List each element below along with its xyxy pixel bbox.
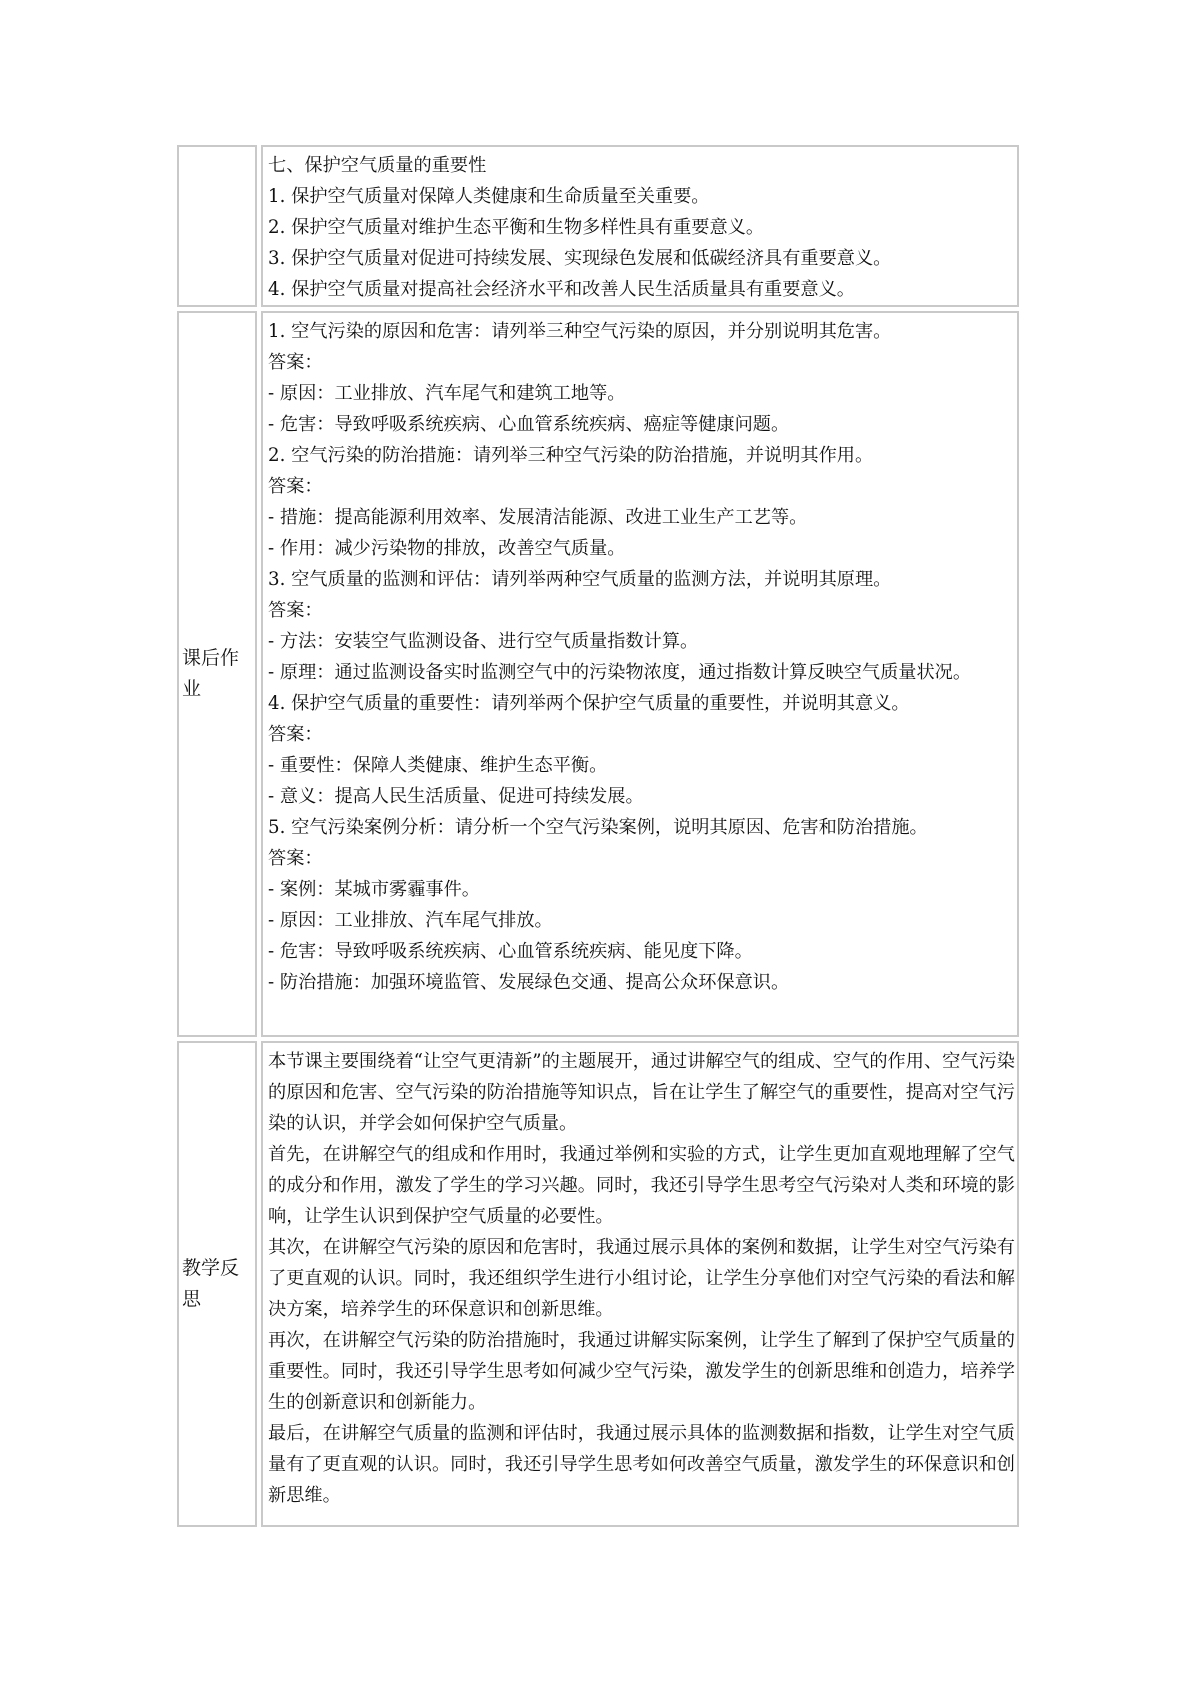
answer-label: 答案： bbox=[268, 476, 323, 497]
answer-line: - 重要性：保障人类健康、维护生态平衡。 bbox=[268, 755, 608, 776]
table-row bbox=[177, 311, 1019, 1037]
answer-line: - 危害：导致呼吸系统疾病、心血管系统疾病、能见度下降。 bbox=[268, 941, 753, 962]
answer-label: 答案： bbox=[268, 724, 323, 745]
question-line: 1. 空气污染的原因和危害：请列举三种空气污染的原因，并分别说明其危害。 bbox=[268, 321, 892, 342]
row-label-reflection: 教学反思 bbox=[182, 1257, 240, 1310]
answer-line: - 原因：工业排放、汽车尾气排放。 bbox=[268, 910, 553, 931]
answer-line: - 意义：提高人民生活质量、促进可持续发展。 bbox=[268, 786, 644, 807]
row-content-cell bbox=[261, 1041, 1019, 1527]
answer-label: 答案： bbox=[268, 600, 323, 621]
table-row bbox=[177, 1041, 1019, 1527]
answer-label: 答案： bbox=[268, 352, 323, 373]
answer-label: 答案： bbox=[268, 848, 323, 869]
answer-line: - 原因：工业排放、汽车尾气和建筑工地等。 bbox=[268, 383, 626, 404]
row-label-homework: 课后作业 bbox=[182, 647, 240, 700]
question-line: 4. 保护空气质量的重要性：请列举两个保护空气质量的重要性，并说明其意义。 bbox=[268, 693, 910, 714]
answer-line: - 作用：减少污染物的排放，改善空气质量。 bbox=[268, 538, 626, 559]
answer-line: - 原理：通过监测设备实时监测空气中的污染物浓度，通过指数计算反映空气质量状况。 bbox=[268, 662, 972, 683]
row-label-cell bbox=[177, 311, 257, 1037]
answer-line: - 措施：提高能源利用效率、发展清洁能源、改进工业生产工艺等。 bbox=[268, 507, 808, 528]
lesson-plan-table bbox=[177, 145, 1019, 1531]
reflection-paragraph: 首先，在讲解空气的组成和作用时，我通过举例和实验的方式，让学生更加直观地理解了空气的成分和作用，激发了学生的学习兴趣。同时，我还引导学生思考空气污染对人类和环境的影响，让学生认识到保护空气质量的必要性。 bbox=[268, 1144, 1015, 1227]
table-row bbox=[177, 145, 1019, 307]
reflection-paragraph: 再次，在讲解空气污染的防治措施时，我通过讲解实际案例，让学生了解到了保护空气质量的重要性。同时，我还引导学生思考如何减少空气污染，激发学生的创新思维和创造力，培养学生的创新意识和创新能力。 bbox=[268, 1330, 1015, 1413]
answer-line: - 防治措施：加强环境监管、发展绿色交通、提高公众环保意识。 bbox=[268, 972, 790, 993]
answer-line: - 案例：某城市雾霾事件。 bbox=[268, 879, 480, 900]
question-line: 5. 空气污染案例分析：请分析一个空气污染案例，说明其原因、危害和防治措施。 bbox=[268, 817, 928, 838]
text-line: 4. 保护空气质量对提高社会经济水平和改善人民生活质量具有重要意义。 bbox=[268, 279, 855, 300]
row-content-cell bbox=[261, 311, 1019, 1037]
question-line: 3. 空气质量的监测和评估：请列举两种空气质量的监测方法，并说明其原理。 bbox=[268, 569, 892, 590]
text-line: 2. 保护空气质量对维护生态平衡和生物多样性具有重要意义。 bbox=[268, 217, 765, 238]
answer-line: - 危害：导致呼吸系统疾病、心血管系统疾病、癌症等健康问题。 bbox=[268, 414, 790, 435]
reflection-paragraph: 最后，在讲解空气质量的监测和评估时，我通过展示具体的监测数据和指数，让学生对空气质量有了更直观的认识。同时，我还引导学生思考如何改善空气质量，激发学生的环保意识和创新思维。 bbox=[268, 1423, 1015, 1506]
row-label-cell bbox=[177, 145, 257, 307]
section-heading: 七、保护空气质量的重要性 bbox=[268, 155, 487, 176]
text-line: 1. 保护空气质量对保障人类健康和生命质量至关重要。 bbox=[268, 186, 710, 207]
reflection-paragraph: 本节课主要围绕着“让空气更清新”的主题展开，通过讲解空气的组成、空气的作用、空气污染的原因和危害、空气污染的防治措施等知识点，旨在让学生了解空气的重要性，提高对空气污染的认识，并学会如何保护空气质量。 bbox=[268, 1051, 1015, 1134]
answer-line: - 方法：安装空气监测设备、进行空气质量指数计算。 bbox=[268, 631, 699, 652]
row-label-cell bbox=[177, 1041, 257, 1527]
reflection-paragraph: 其次，在讲解空气污染的原因和危害时，我通过展示具体的案例和数据，让学生对空气污染有了更直观的认识。同时，我还组织学生进行小组讨论，让学生分享他们对空气污染的看法和解决方案，培养学生的环保意识和创新思维。 bbox=[268, 1237, 1015, 1320]
text-line: 3. 保护空气质量对促进可持续发展、实现绿色发展和低碳经济具有重要意义。 bbox=[268, 248, 892, 269]
question-line: 2. 空气污染的防治措施：请列举三种空气污染的防治措施，并说明其作用。 bbox=[268, 445, 874, 466]
row-content-cell bbox=[261, 145, 1019, 307]
